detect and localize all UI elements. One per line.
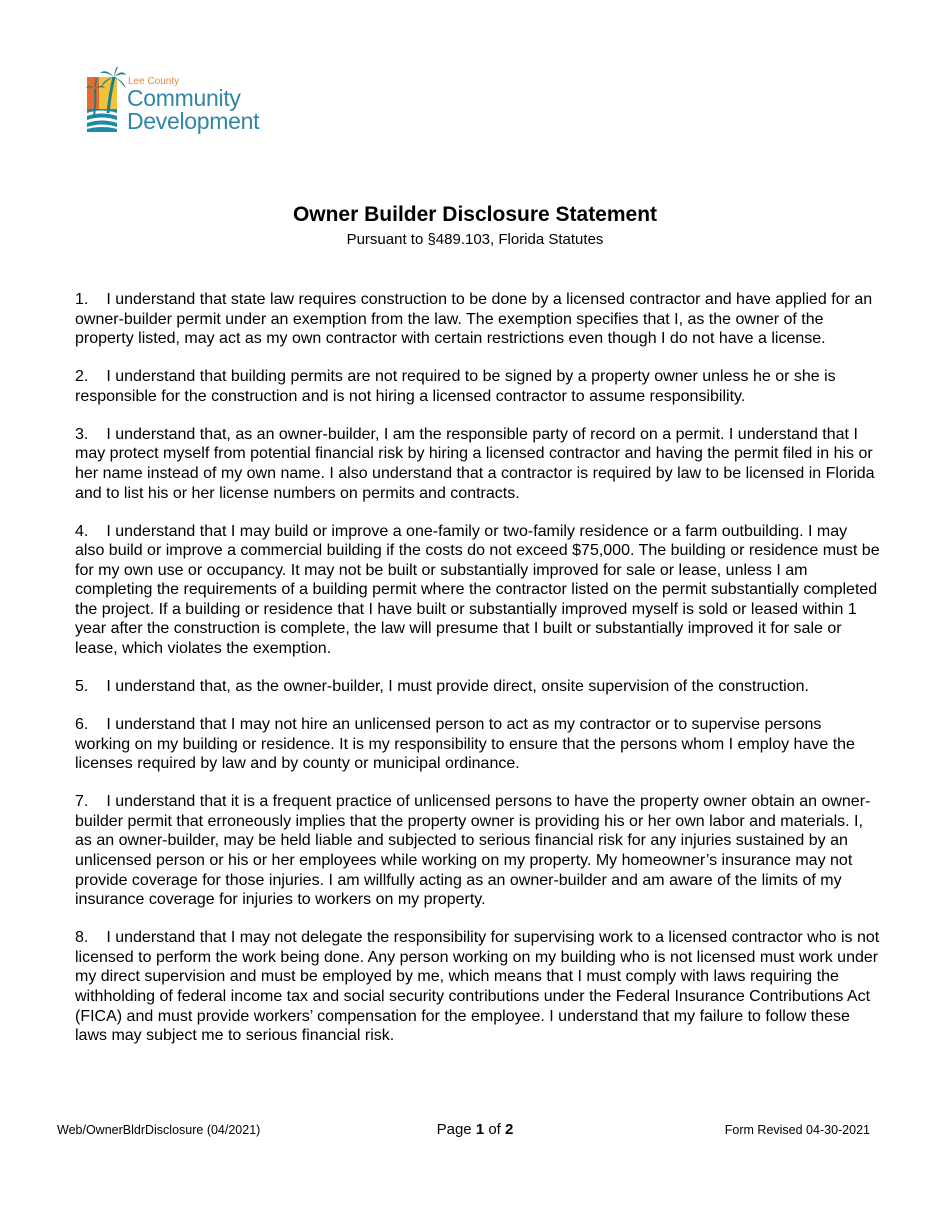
item-text: I understand that it is a frequent practice of unlicensed persons to have the property owner obtain an owner-builder permit that erroneously implies that the property owner is providing his or her own labor and materials. I, as an owner-builder, may be held liable and subjected to serious financial risk for any injuries sustained by an unlicensed person or his or her employees while working on my property. My homeowner’s insurance may not provide coverage for those injuries. I am willfully acting as an owner-builder and am aware of the limits of my insurance coverage for injuries to workers on my property. (75, 793, 871, 909)
item-text: I understand that I may not delegate the responsibility for supervising work to a licensed contractor who is not licensed to perform the work being done. Any person working on my building who is not licensed must work under my direct supervision and must be employed by me, which means that I must comply with laws requiring the withholding of federal income tax and social security contributions under the Federal Insurance Contributions Act (FICA) and must provide workers’ compensation for the employee. I understand that my failure to follow these laws may subject me to serious financial risk. (75, 929, 880, 1045)
page-word: Page (436, 1121, 472, 1138)
item-number: 1. (75, 291, 89, 308)
form-id: Web/OwnerBldrDisclosure (04/2021) (57, 1123, 261, 1137)
item-number: 3. (75, 425, 89, 443)
disclosure-items (75, 290, 880, 1064)
item-number: 2. (75, 368, 89, 386)
page-current: 1 (475, 1121, 485, 1138)
logo-development-text: Development (127, 108, 260, 134)
form-revised-date: Form Revised 04-30-2021 (724, 1123, 870, 1137)
document-subtitle: Pursuant to §489.103, Florida Statutes (346, 231, 604, 248)
disclosure-item (75, 425, 880, 503)
disclosure-item (75, 677, 880, 697)
item-text: I understand that building permits are not required to be signed by a property owner unless he or she is responsible for the construction and is not hiring a licensed contractor to assume responsibility. (75, 368, 836, 405)
item-text: I understand that state law requires construction to be done by a licensed contractor and have applied for an owner-builder permit under an exemption from the law. The exemption specifies that I, as the owner of the property listed, may act as my own contractor with certain restrictions even though I do not have a license. (75, 291, 873, 348)
item-text: I understand that I may build or improve a one-family or two-family residence or a farm outbuilding. I may also build or improve a commercial building if the costs do not exceed $75,000. The building or residence must be for my own use or occupancy. It may not be built or substantially improved for sale or lease, unless I am completing the requirements of a building permit where the contractor listed on the permit substantially completed the project. If a building or residence that I have built or substantially improved myself is sold or leased within 1 year after the construction is complete, the law will presume that I built or substantially improved it for sale or lease, which violates the exemption. (75, 522, 880, 658)
item-number: 4. (75, 522, 89, 540)
palm-sunset-emblem-icon (86, 67, 126, 139)
disclosure-item (75, 522, 880, 659)
item-number: 8. (75, 929, 89, 947)
page-total: 2 (505, 1121, 514, 1138)
item-text: I understand that, as the owner-builder, I must provide direct, onsite supervision of the construction. (106, 678, 809, 696)
disclosure-item (75, 290, 880, 349)
disclosure-item (75, 792, 880, 910)
logo-county-text: Lee County (128, 76, 180, 87)
page-of: of (488, 1121, 501, 1138)
item-text: I understand that I may not hire an unlicensed person to act as my contractor or to supervise persons working on my building or residence. It is my responsibility to ensure that the persons whom I employ have the licenses required by law and by county or municipal ordinance. (75, 716, 855, 773)
disclosure-item (75, 367, 880, 406)
document-title: Owner Builder Disclosure Statement (292, 203, 658, 226)
lee-county-logo (86, 67, 286, 139)
disclosure-item (75, 715, 880, 774)
disclosure-item (75, 928, 880, 1046)
logo-community-text: Community (127, 85, 241, 111)
item-number: 7. (75, 793, 89, 811)
item-number: 5. (75, 678, 89, 696)
item-number: 6. (75, 716, 89, 734)
item-text: I understand that, as an owner-builder, I am the responsible party of record on a permit. I understand that I may protect myself from potential financial risk by hiring a licensed contractor and having the permit filed in his or her name instead of my own name. I also understand that a contractor is required by law to be licensed in Florida and to list his or her license numbers on permits and contracts. (75, 425, 875, 502)
